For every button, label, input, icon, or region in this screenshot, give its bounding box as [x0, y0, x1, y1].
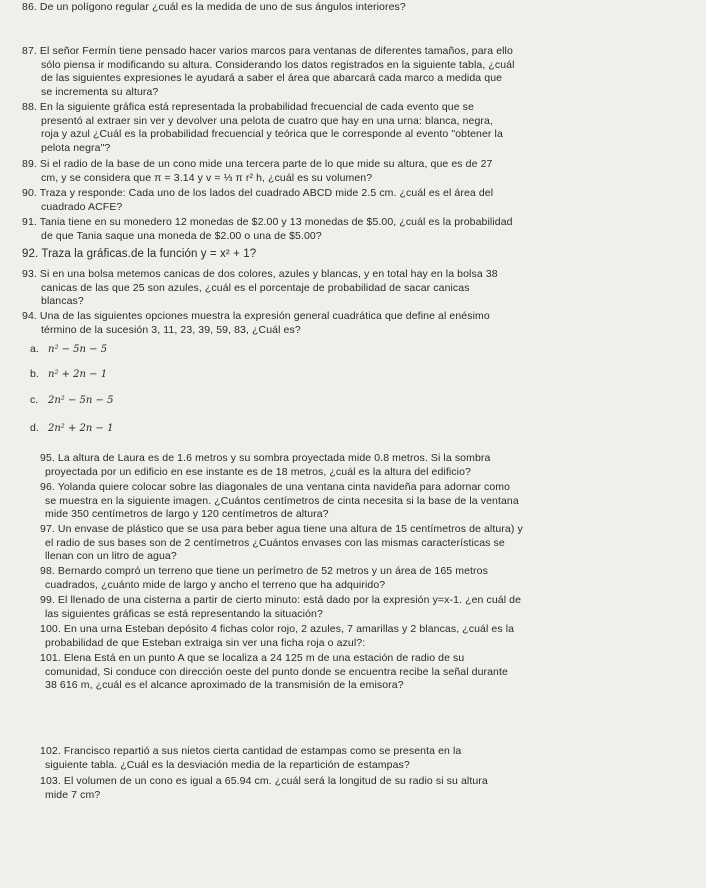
- option-b: b. n² + 2n − 1: [30, 368, 108, 380]
- question-103: 103. El volumen de un cono es igual a 65.94 cm. ¿cuál será la longitud de su radio si su altura mide 7 cm?: [40, 775, 488, 801]
- question-93: 93. Si en una bolsa metemos canicas de dos colores, azules y blancas, y en total hay en la bolsa 38 canicas de las que 25 son azules, ¿cuál es el porcentaje de probabilidad de sacar canicas blancas?: [22, 268, 498, 307]
- question-92: 92. Traza la gráficas.de la función y = x² + 1?: [22, 248, 257, 260]
- question-86: 86. De un polígono regular ¿cuál es la medida de uno de sus ángulos interiores?: [22, 1, 406, 13]
- question-91: 91. Tania tiene en su monedero 12 monedas de $2.00 y 13 monedas de $5.00, ¿cuál es la probabilidad de que Tania saque una moneda de $2.00 o una de $5.00?: [22, 216, 513, 242]
- question-95: 95. La altura de Laura es de 1.6 metros y su sombra proyectada mide 0.8 metros. Si la sombra proyectada por un edificio en ese instante es de 18 metros, ¿cuál es la altura del edificio?: [40, 452, 491, 478]
- question-102: 102. Francisco repartió a sus nietos cierta cantidad de estampas como se presenta en la siguiente tabla. ¿Cuál es la desviación media de la repartición de estampas?: [40, 745, 462, 771]
- question-89: 89. Si el radio de la base de un cono mide una tercera parte de lo que mide su altura, que es de 27 cm, y se considera que π = 3.14 y v = ⅓ π r² h, ¿cuál es su volumen?: [22, 158, 493, 184]
- option-c: c. 2n² − 5n − 5: [30, 394, 114, 406]
- question-99: 99. El llenado de una cisterna a partir de cierto minuto: está dado por la expresión y=x-1. ¿en cuál de las siguientes gráficas se está representando la situación?: [40, 594, 522, 620]
- question-98: 98. Bernardo compró un terreno que tiene un perímetro de 52 metros y un área de 165 metros cuadrados, ¿cuánto mide de largo y ancho el terreno que ha adquirido?: [40, 565, 488, 591]
- question-100: 100. En una urna Esteban depósito 4 fichas color rojo, 2 azules, 7 amarillas y 2 blancas, ¿cuál es la probabilidad de que Esteban extraiga sin ver una ficha roja o azul?:: [40, 623, 515, 649]
- question-88: 88. En la siguiente gráfica está representada la probabilidad frecuencial de cada evento que se presentó al extraer sin ver y devolver una pelota de cuatro que hay en una urna: blanca, negra, roja y azul ¿Cuál es la probabilidad frecuencial y teórica que le corresponde al evento "obtener la pelota negra"?: [22, 101, 503, 154]
- question-96: 96. Yolanda quiere colocar sobre las diagonales de una ventana cinta navideña para adornar como se muestra en la siguiente imagen. ¿Cuántos centímetros de cinta necesita si la base de la ventana mide 350 centímetros de largo y 120 centímetros de altura?: [40, 481, 519, 520]
- question-101: 101. Elena Está en un punto A que se localiza a 24 125 m de una estación de radio de su comunidad, Si conduce con dirección oeste del punto donde se encuentra recibe la señal durante 38 616 m, ¿cuál es el alcance aproximado de la transmisión de la emisora?: [40, 652, 508, 691]
- question-87: 87. El señor Fermín tiene pensado hacer varios marcos para ventanas de diferentes tamaños, para ello sólo piensa ir modificando su altura. Considerando los datos registrados en la siguiente tabla, ¿cuál de las siguientes expresiones le ayudará a saber el área que abarcará cada marco a medida que se incrementa su altura?: [22, 45, 515, 98]
- question-97: 97. Un envase de plástico que se usa para beber agua tiene una altura de 15 centímetros de altura) y el radio de sus bases son de 2 centímetros ¿Cuántos envases con las mismas características se llenan con un litro de agua?: [40, 523, 523, 562]
- option-d: d. 2n² + 2n − 1: [30, 422, 114, 434]
- question-90: 90. Traza y responde: Cada uno de los lados del cuadrado ABCD mide 2.5 cm. ¿cuál es el área del cuadrado ACFE?: [22, 187, 494, 213]
- option-a: a. n² − 5n − 5: [30, 343, 108, 355]
- question-94: 94. Una de las siguientes opciones muestra la expresión general cuadrática que define al enésimo término de la sucesión 3, 11, 23, 39, 59, 83, ¿Cuál es?: [22, 310, 490, 336]
